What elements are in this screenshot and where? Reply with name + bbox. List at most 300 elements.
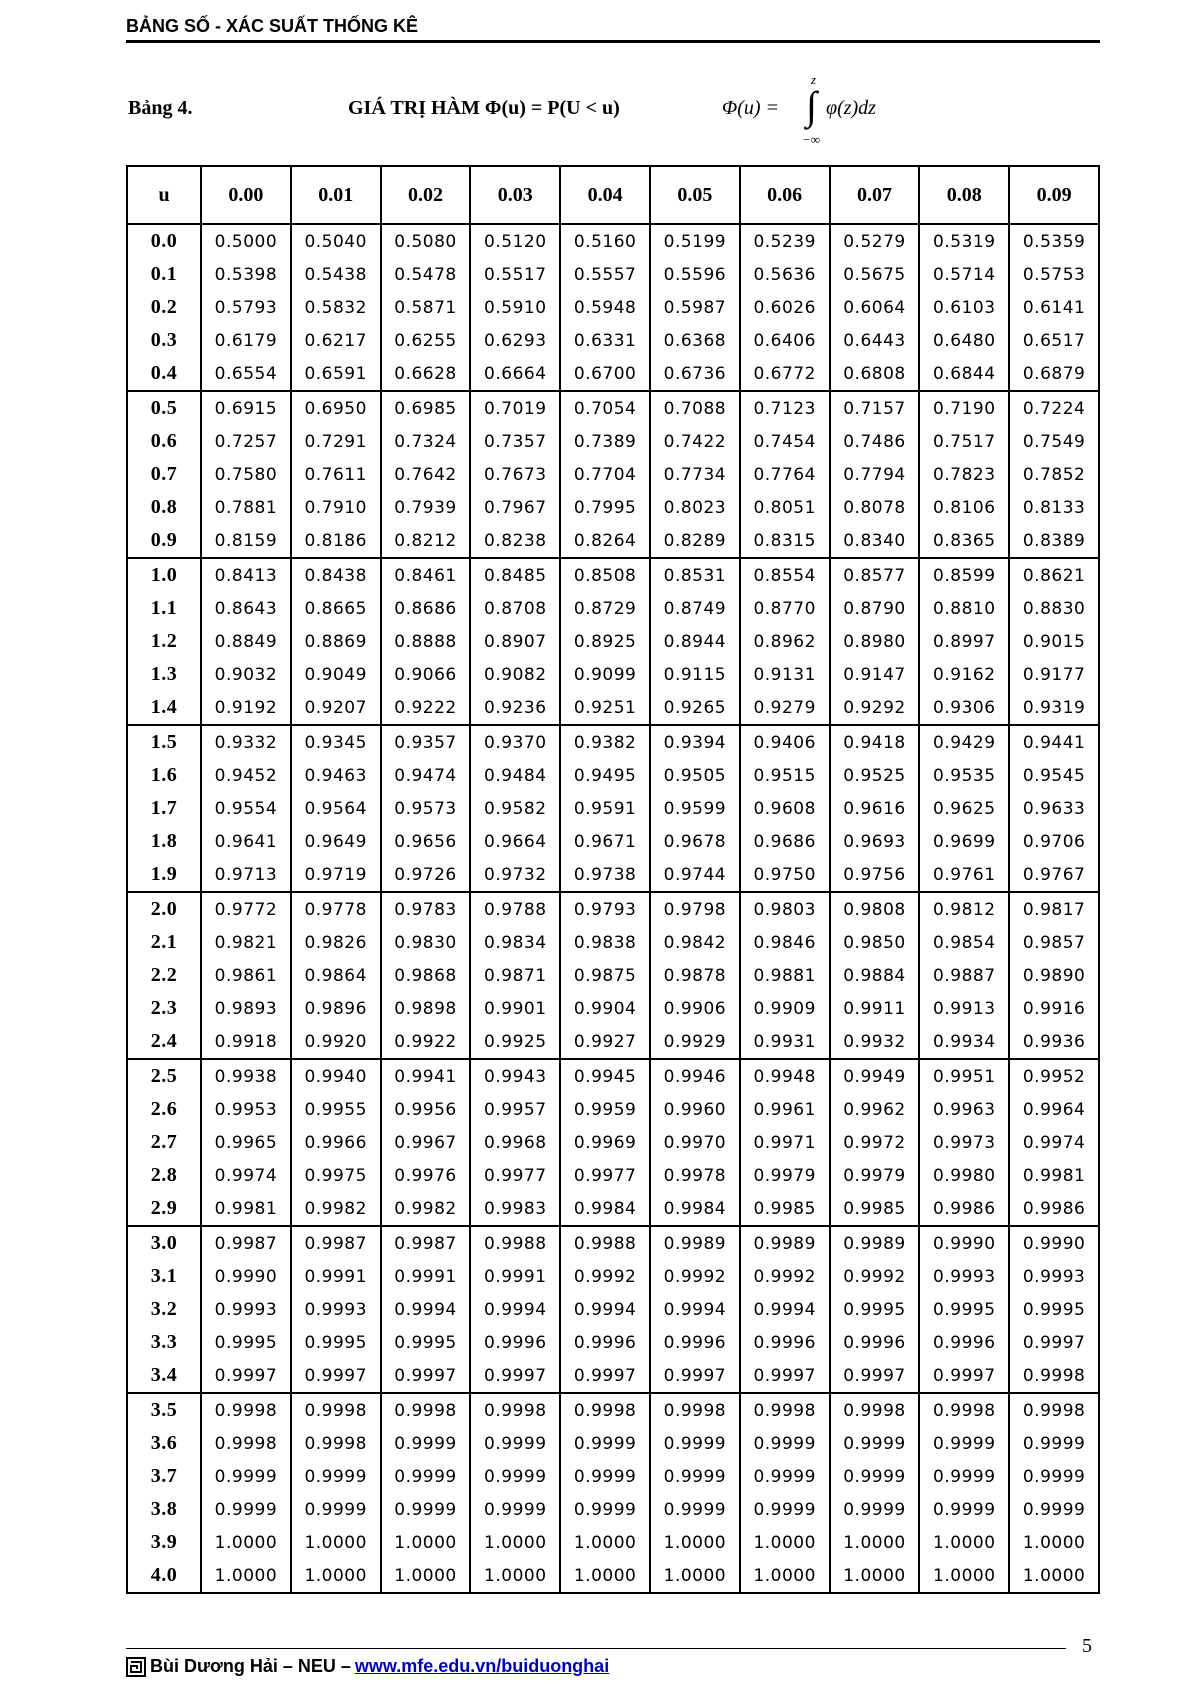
u-value: 1.8 — [127, 825, 201, 858]
phi-value: 0.9999 — [740, 1493, 830, 1526]
phi-value: 0.5478 — [381, 258, 471, 291]
u-value: 2.7 — [127, 1126, 201, 1159]
phi-value: 0.9292 — [830, 691, 920, 725]
table-row — [127, 759, 1099, 792]
phi-value: 0.9978 — [650, 1159, 740, 1192]
phi-value: 0.9591 — [560, 792, 650, 825]
phi-value: 0.9998 — [740, 1393, 830, 1427]
table-body — [127, 224, 1099, 1593]
phi-value: 0.7881 — [201, 491, 291, 524]
phi-value: 0.9382 — [560, 725, 650, 759]
phi-value: 0.7224 — [1009, 391, 1099, 425]
phi-value: 0.9834 — [470, 926, 560, 959]
phi-value: 0.8051 — [740, 491, 830, 524]
table-row — [127, 658, 1099, 691]
phi-value: 0.9772 — [201, 892, 291, 926]
phi-value: 0.5040 — [291, 224, 381, 258]
phi-value: 0.9999 — [381, 1493, 471, 1526]
phi-value: 0.9997 — [830, 1359, 920, 1393]
phi-value: 0.8944 — [650, 625, 740, 658]
u-value: 0.0 — [127, 224, 201, 258]
header-u: u — [127, 166, 201, 224]
integral-formula — [722, 70, 982, 160]
phi-value: 0.9177 — [1009, 658, 1099, 691]
phi-value: 0.8577 — [830, 558, 920, 592]
phi-value: 0.8962 — [740, 625, 830, 658]
phi-value: 0.6331 — [560, 324, 650, 357]
phi-value: 0.9992 — [560, 1260, 650, 1293]
phi-value: 0.9808 — [830, 892, 920, 926]
phi-value: 0.9956 — [381, 1093, 471, 1126]
phi-value: 0.6406 — [740, 324, 830, 357]
table-row — [127, 1293, 1099, 1326]
phi-value: 0.9986 — [919, 1192, 1009, 1226]
table-row — [127, 1427, 1099, 1460]
phi-value: 0.9906 — [650, 992, 740, 1025]
phi-value: 0.9842 — [650, 926, 740, 959]
phi-value: 0.9995 — [291, 1326, 381, 1359]
phi-value: 0.6844 — [919, 357, 1009, 391]
phi-value: 0.7190 — [919, 391, 1009, 425]
table-row — [127, 458, 1099, 491]
phi-value: 0.6179 — [201, 324, 291, 357]
footer-rule — [126, 1648, 1066, 1649]
phi-value: 0.9418 — [830, 725, 920, 759]
maze-logo-icon — [126, 1657, 146, 1677]
phi-value: 0.9999 — [919, 1493, 1009, 1526]
header-col: 0.06 — [740, 166, 830, 224]
phi-value: 0.6772 — [740, 357, 830, 391]
phi-value: 0.9992 — [740, 1260, 830, 1293]
phi-value: 0.5557 — [560, 258, 650, 291]
u-value: 1.9 — [127, 858, 201, 892]
table-row — [127, 892, 1099, 926]
footer — [126, 1656, 609, 1677]
phi-value: 0.8389 — [1009, 524, 1099, 558]
phi-value: 0.9976 — [381, 1159, 471, 1192]
phi-value: 0.9979 — [830, 1159, 920, 1192]
phi-value: 0.9999 — [1009, 1493, 1099, 1526]
phi-value: 0.6950 — [291, 391, 381, 425]
phi-value: 0.9767 — [1009, 858, 1099, 892]
u-value: 2.1 — [127, 926, 201, 959]
phi-value: 0.9938 — [201, 1059, 291, 1093]
phi-value: 0.6255 — [381, 324, 471, 357]
phi-value: 0.7357 — [470, 425, 560, 458]
phi-value: 0.5438 — [291, 258, 381, 291]
table-row — [127, 592, 1099, 625]
phi-value: 0.7673 — [470, 458, 560, 491]
phi-value: 0.9997 — [381, 1359, 471, 1393]
table-row — [127, 625, 1099, 658]
phi-value: 0.9988 — [470, 1226, 560, 1260]
phi-value: 0.9991 — [381, 1260, 471, 1293]
phi-value: 0.7764 — [740, 458, 830, 491]
phi-value: 0.9463 — [291, 759, 381, 792]
phi-value: 0.9099 — [560, 658, 650, 691]
phi-value: 0.8907 — [470, 625, 560, 658]
phi-value: 0.9066 — [381, 658, 471, 691]
phi-value: 0.9999 — [201, 1493, 291, 1526]
formula-lhs: Φ(u) = — [722, 97, 780, 119]
phi-value: 0.6443 — [830, 324, 920, 357]
phi-value: 1.0000 — [201, 1559, 291, 1593]
phi-value: 0.9394 — [650, 725, 740, 759]
phi-value: 0.9984 — [650, 1192, 740, 1226]
phi-value: 0.9904 — [560, 992, 650, 1025]
header-col: 0.05 — [650, 166, 740, 224]
phi-value: 0.8413 — [201, 558, 291, 592]
phi-value: 0.9984 — [560, 1192, 650, 1226]
phi-value: 0.9207 — [291, 691, 381, 725]
phi-value: 0.9991 — [291, 1260, 381, 1293]
table-row — [127, 1559, 1099, 1593]
table-row — [127, 792, 1099, 825]
phi-value: 0.9265 — [650, 691, 740, 725]
u-value: 1.6 — [127, 759, 201, 792]
phi-value: 0.9901 — [470, 992, 560, 1025]
phi-value: 0.9987 — [381, 1226, 471, 1260]
phi-value: 0.9932 — [830, 1025, 920, 1059]
phi-value: 0.8508 — [560, 558, 650, 592]
table-row — [127, 391, 1099, 425]
phi-value: 0.6103 — [919, 291, 1009, 324]
phi-value: 0.9082 — [470, 658, 560, 691]
phi-value: 0.9474 — [381, 759, 471, 792]
phi-value: 0.9732 — [470, 858, 560, 892]
phi-value: 0.8365 — [919, 524, 1009, 558]
phi-value: 1.0000 — [919, 1559, 1009, 1593]
phi-value: 0.8212 — [381, 524, 471, 558]
phi-value: 0.9968 — [470, 1126, 560, 1159]
table-caption — [126, 70, 1100, 160]
phi-value: 0.6628 — [381, 357, 471, 391]
phi-value: 0.9686 — [740, 825, 830, 858]
phi-value: 0.9032 — [201, 658, 291, 691]
u-value: 2.6 — [127, 1093, 201, 1126]
phi-value: 0.9554 — [201, 792, 291, 825]
phi-value: 0.9994 — [650, 1293, 740, 1326]
phi-value: 0.9996 — [650, 1326, 740, 1359]
phi-value: 0.9898 — [381, 992, 471, 1025]
phi-value: 0.9999 — [291, 1460, 381, 1493]
phi-value: 0.9998 — [201, 1427, 291, 1460]
phi-value: 0.8078 — [830, 491, 920, 524]
phi-value: 0.9999 — [830, 1460, 920, 1493]
phi-value: 0.9992 — [650, 1260, 740, 1293]
phi-value: 0.9812 — [919, 892, 1009, 926]
header-col: 0.08 — [919, 166, 1009, 224]
phi-value: 0.9515 — [740, 759, 830, 792]
phi-value: 0.9987 — [201, 1226, 291, 1260]
phi-value: 0.9981 — [201, 1192, 291, 1226]
phi-value: 0.9222 — [381, 691, 471, 725]
phi-value: 0.9991 — [470, 1260, 560, 1293]
phi-value: 0.9995 — [381, 1326, 471, 1359]
phi-value: 0.9971 — [740, 1126, 830, 1159]
header-col: 0.03 — [470, 166, 560, 224]
phi-value: 0.9868 — [381, 959, 471, 992]
table-row — [127, 1226, 1099, 1260]
phi-value: 0.9994 — [560, 1293, 650, 1326]
phi-value: 0.7324 — [381, 425, 471, 458]
table-row — [127, 1359, 1099, 1393]
phi-value: 0.7852 — [1009, 458, 1099, 491]
phi-value: 0.9996 — [470, 1326, 560, 1359]
phi-value: 0.9505 — [650, 759, 740, 792]
phi-value: 0.9738 — [560, 858, 650, 892]
phi-value: 0.9996 — [830, 1326, 920, 1359]
phi-value: 0.9535 — [919, 759, 1009, 792]
phi-value: 0.9985 — [740, 1192, 830, 1226]
phi-value: 1.0000 — [919, 1526, 1009, 1559]
table-row — [127, 926, 1099, 959]
phi-value: 1.0000 — [740, 1526, 830, 1559]
phi-value: 0.9960 — [650, 1093, 740, 1126]
phi-value: 0.9726 — [381, 858, 471, 892]
u-value: 1.0 — [127, 558, 201, 592]
phi-value: 0.9994 — [470, 1293, 560, 1326]
phi-value: 0.9943 — [470, 1059, 560, 1093]
phi-value: 0.9990 — [201, 1260, 291, 1293]
phi-value: 0.7549 — [1009, 425, 1099, 458]
phi-value: 0.9871 — [470, 959, 560, 992]
phi-value: 0.9671 — [560, 825, 650, 858]
phi-value: 0.7389 — [560, 425, 650, 458]
u-value: 1.2 — [127, 625, 201, 658]
phi-value: 0.9713 — [201, 858, 291, 892]
phi-value: 0.9994 — [740, 1293, 830, 1326]
phi-value: 0.9977 — [470, 1159, 560, 1192]
phi-value: 0.9357 — [381, 725, 471, 759]
phi-value: 0.9599 — [650, 792, 740, 825]
phi-value: 0.7422 — [650, 425, 740, 458]
phi-value: 1.0000 — [381, 1526, 471, 1559]
phi-value: 0.9875 — [560, 959, 650, 992]
phi-value: 0.9999 — [560, 1493, 650, 1526]
table-row — [127, 291, 1099, 324]
u-value: 1.1 — [127, 592, 201, 625]
phi-value: 0.9988 — [560, 1226, 650, 1260]
u-value: 3.6 — [127, 1427, 201, 1460]
running-header: BẢNG SỐ - XÁC SUẤT THỐNG KÊ — [126, 16, 419, 36]
phi-value: 0.8023 — [650, 491, 740, 524]
phi-value: 1.0000 — [1009, 1526, 1099, 1559]
phi-value: 0.9997 — [650, 1359, 740, 1393]
phi-value: 0.9884 — [830, 959, 920, 992]
phi-value: 0.5160 — [560, 224, 650, 258]
phi-value: 0.6517 — [1009, 324, 1099, 357]
phi-value: 0.7611 — [291, 458, 381, 491]
phi-value: 0.8770 — [740, 592, 830, 625]
phi-value: 0.8186 — [291, 524, 381, 558]
table-row — [127, 258, 1099, 291]
phi-value: 0.9993 — [919, 1260, 1009, 1293]
phi-value: 0.9656 — [381, 825, 471, 858]
phi-value: 1.0000 — [381, 1559, 471, 1593]
phi-value: 0.9998 — [1009, 1359, 1099, 1393]
phi-value: 0.9999 — [919, 1460, 1009, 1493]
phi-value: 0.9998 — [919, 1393, 1009, 1427]
phi-value: 0.9999 — [1009, 1460, 1099, 1493]
phi-value: 0.9015 — [1009, 625, 1099, 658]
phi-value: 0.9719 — [291, 858, 381, 892]
phi-value: 0.9998 — [291, 1393, 381, 1427]
phi-value: 0.9999 — [470, 1493, 560, 1526]
phi-value: 0.5080 — [381, 224, 471, 258]
phi-value: 0.9989 — [650, 1226, 740, 1260]
phi-value: 0.9319 — [1009, 691, 1099, 725]
phi-value: 0.9999 — [381, 1460, 471, 1493]
u-value: 0.3 — [127, 324, 201, 357]
phi-value: 0.9525 — [830, 759, 920, 792]
u-value: 0.2 — [127, 291, 201, 324]
phi-value: 0.9406 — [740, 725, 830, 759]
phi-value: 0.8554 — [740, 558, 830, 592]
phi-value: 0.9970 — [650, 1126, 740, 1159]
phi-value: 0.7704 — [560, 458, 650, 491]
table-row — [127, 691, 1099, 725]
phi-value: 0.9830 — [381, 926, 471, 959]
phi-value: 0.9817 — [1009, 892, 1099, 926]
phi-value: 1.0000 — [1009, 1559, 1099, 1593]
phi-value: 0.9986 — [1009, 1192, 1099, 1226]
table-row — [127, 1260, 1099, 1293]
phi-value: 0.9945 — [560, 1059, 650, 1093]
phi-value: 0.8665 — [291, 592, 381, 625]
phi-value: 0.9995 — [1009, 1293, 1099, 1326]
phi-value: 0.6808 — [830, 357, 920, 391]
phi-value: 1.0000 — [560, 1526, 650, 1559]
phi-value: 0.9998 — [201, 1393, 291, 1427]
u-value: 0.9 — [127, 524, 201, 558]
phi-value: 0.7580 — [201, 458, 291, 491]
phi-value: 0.9964 — [1009, 1093, 1099, 1126]
table-row — [127, 324, 1099, 357]
phi-value: 0.5910 — [470, 291, 560, 324]
phi-value: 0.9997 — [919, 1359, 1009, 1393]
header-col: 0.01 — [291, 166, 381, 224]
phi-value: 0.9982 — [381, 1192, 471, 1226]
table-title: GIÁ TRỊ HÀM Φ(u) = P(U < u) — [348, 97, 620, 119]
footer-link[interactable]: www.mfe.edu.vn/buiduonghai — [354, 1656, 610, 1676]
phi-value: 0.9664 — [470, 825, 560, 858]
phi-value: 0.9989 — [740, 1226, 830, 1260]
phi-value: 0.5239 — [740, 224, 830, 258]
phi-value: 0.9995 — [919, 1293, 1009, 1326]
phi-value: 0.5871 — [381, 291, 471, 324]
phi-value: 0.9887 — [919, 959, 1009, 992]
phi-value: 0.9974 — [1009, 1126, 1099, 1159]
table-row — [127, 1493, 1099, 1526]
phi-value: 0.7486 — [830, 425, 920, 458]
phi-value: 0.5832 — [291, 291, 381, 324]
phi-value: 0.9996 — [740, 1326, 830, 1359]
phi-value: 0.9452 — [201, 759, 291, 792]
phi-value: 0.7823 — [919, 458, 1009, 491]
phi-value: 0.6736 — [650, 357, 740, 391]
phi-value: 0.7794 — [830, 458, 920, 491]
phi-value: 0.9999 — [650, 1427, 740, 1460]
phi-value: 0.9920 — [291, 1025, 381, 1059]
phi-value: 0.9918 — [201, 1025, 291, 1059]
phi-value: 0.9985 — [830, 1192, 920, 1226]
phi-value: 0.6554 — [201, 357, 291, 391]
phi-value: 0.8869 — [291, 625, 381, 658]
phi-value: 0.9965 — [201, 1126, 291, 1159]
phi-value: 0.5398 — [201, 258, 291, 291]
phi-value: 0.6293 — [470, 324, 560, 357]
phi-value: 0.5987 — [650, 291, 740, 324]
phi-value: 0.9998 — [381, 1393, 471, 1427]
phi-value: 0.9756 — [830, 858, 920, 892]
table-row — [127, 992, 1099, 1025]
phi-value: 0.9951 — [919, 1059, 1009, 1093]
phi-value: 0.8849 — [201, 625, 291, 658]
phi-value: 0.6064 — [830, 291, 920, 324]
phi-value: 0.8438 — [291, 558, 381, 592]
phi-value: 0.9693 — [830, 825, 920, 858]
phi-value: 0.9929 — [650, 1025, 740, 1059]
phi-value: 0.5596 — [650, 258, 740, 291]
u-value: 2.2 — [127, 959, 201, 992]
table-header-row — [127, 166, 1099, 224]
table-row — [127, 1126, 1099, 1159]
phi-value: 0.5753 — [1009, 258, 1099, 291]
phi-value: 0.9998 — [291, 1427, 381, 1460]
phi-value: 0.9999 — [740, 1460, 830, 1493]
phi-value: 0.9783 — [381, 892, 471, 926]
phi-value: 0.5714 — [919, 258, 1009, 291]
phi-value: 0.9633 — [1009, 792, 1099, 825]
u-value: 1.4 — [127, 691, 201, 725]
u-value: 0.4 — [127, 357, 201, 391]
phi-value: 0.9996 — [919, 1326, 1009, 1359]
phi-value: 0.9955 — [291, 1093, 381, 1126]
phi-value: 0.8925 — [560, 625, 650, 658]
u-value: 3.2 — [127, 1293, 201, 1326]
phi-value: 0.9995 — [830, 1293, 920, 1326]
header-col: 0.00 — [201, 166, 291, 224]
phi-value: 0.9838 — [560, 926, 650, 959]
phi-value: 0.9803 — [740, 892, 830, 926]
formula-integrand: φ(z)dz — [826, 97, 876, 119]
u-value: 3.7 — [127, 1460, 201, 1493]
formula-lower-limit: −∞ — [802, 132, 821, 147]
phi-value: 0.5675 — [830, 258, 920, 291]
u-value: 3.1 — [127, 1260, 201, 1293]
phi-value: 0.9999 — [1009, 1427, 1099, 1460]
phi-value: 0.9857 — [1009, 926, 1099, 959]
phi-value: 0.9969 — [560, 1126, 650, 1159]
phi-value: 0.9975 — [291, 1159, 381, 1192]
phi-value: 0.7257 — [201, 425, 291, 458]
phi-value: 0.9997 — [291, 1359, 381, 1393]
phi-value: 0.9846 — [740, 926, 830, 959]
u-value: 3.0 — [127, 1226, 201, 1260]
phi-value: 0.6217 — [291, 324, 381, 357]
phi-value: 0.9946 — [650, 1059, 740, 1093]
phi-value: 0.9649 — [291, 825, 381, 858]
phi-value: 0.9699 — [919, 825, 1009, 858]
integral-sign-icon: ∫ — [806, 83, 817, 128]
phi-value: 0.9678 — [650, 825, 740, 858]
phi-value: 0.9987 — [291, 1226, 381, 1260]
phi-value: 0.9961 — [740, 1093, 830, 1126]
phi-value: 0.7157 — [830, 391, 920, 425]
phi-value: 1.0000 — [650, 1559, 740, 1593]
phi-value: 0.9999 — [919, 1427, 1009, 1460]
